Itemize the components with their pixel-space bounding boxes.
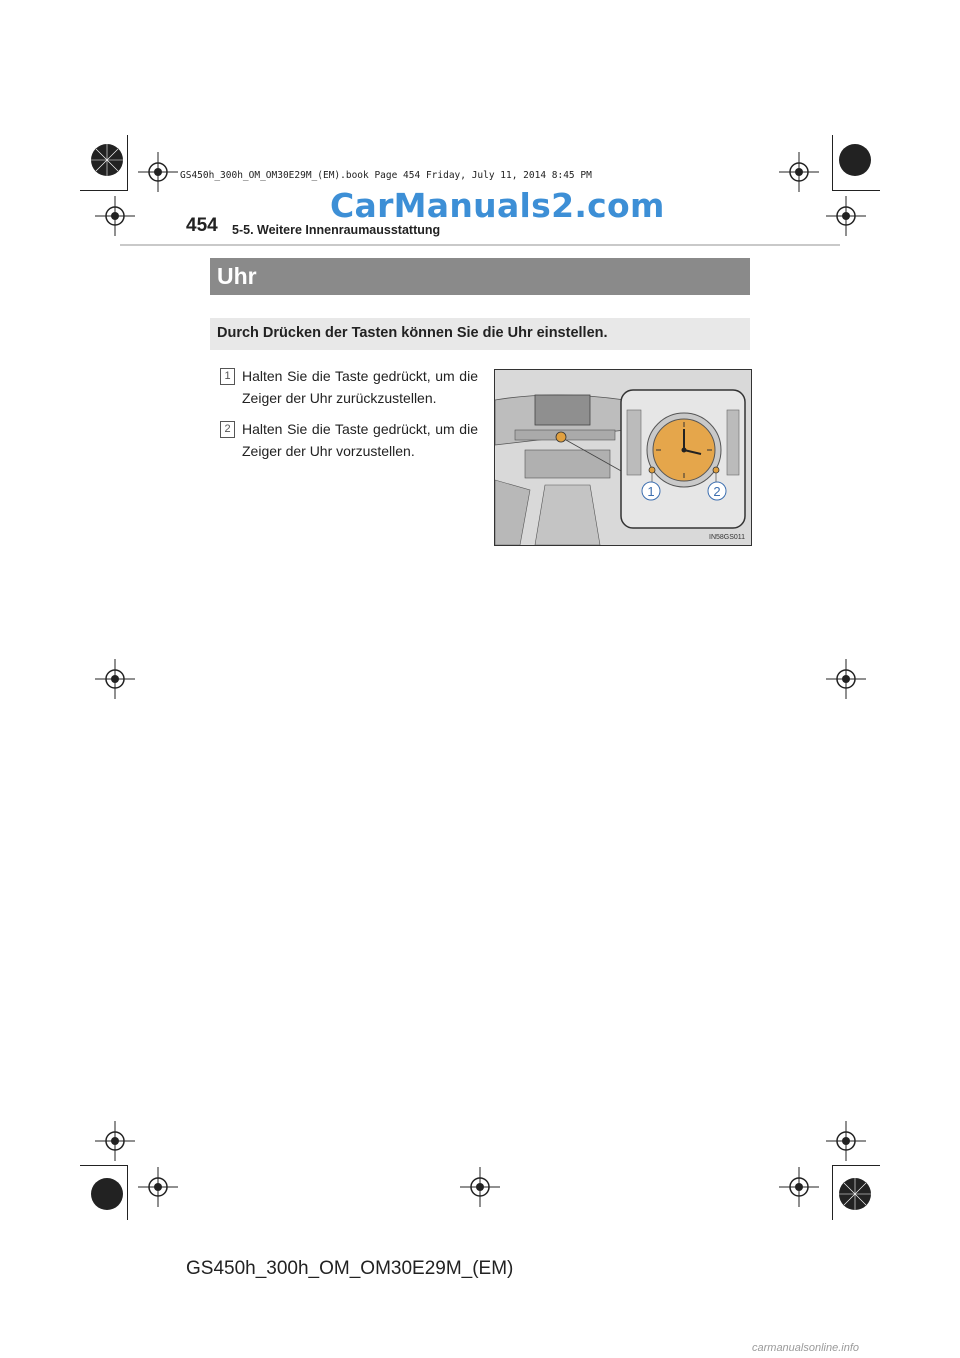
step-item-2 [220, 418, 478, 462]
registration-mark-top-left-solid [87, 140, 127, 180]
page-title: Uhr [217, 263, 257, 289]
clock-illustration [494, 369, 752, 546]
callout-1: 1 [647, 484, 655, 499]
crop-line [832, 1165, 880, 1166]
crosshair-mark [460, 1167, 500, 1207]
registration-mark-top-right-solid [835, 140, 875, 180]
dashboard-clock-drawing [495, 370, 751, 545]
title-bar [210, 258, 750, 295]
crop-line [80, 190, 128, 191]
crosshair-mark [826, 659, 866, 699]
registration-mark-bottom-left-solid [87, 1174, 127, 1214]
crosshair-mark [779, 1167, 819, 1207]
intro-text: Durch Drücken der Tasten können Sie die Uhr einstellen. [217, 325, 608, 341]
step-text: Halten Sie die Taste gedrückt, um die Zeiger der Uhr vorzustellen. [242, 421, 478, 459]
intro-bar [210, 318, 750, 350]
crosshair-mark [826, 1121, 866, 1161]
crop-line [127, 135, 128, 190]
illustration-code: IN58GS011 [709, 534, 746, 541]
crosshair-mark [95, 659, 135, 699]
crop-line [832, 1165, 833, 1220]
crosshair-mark [95, 196, 135, 236]
watermark-bottom: carmanualsonline.info [752, 1342, 860, 1354]
crosshair-mark [138, 152, 178, 192]
callout-2: 2 [713, 484, 721, 499]
footer-code: GS450h_300h_OM_OM30E29M_(EM) [186, 1258, 514, 1279]
section-heading: 5-5. Weitere Innenraumausstattung [232, 223, 441, 237]
crop-line [80, 1165, 128, 1166]
watermark-top: CarManuals2.com [330, 186, 665, 225]
page-number: 454 [186, 215, 218, 236]
registration-mark-bottom-right-solid [835, 1174, 875, 1214]
step-text: Halten Sie die Taste gedrückt, um die Zeiger der Uhr zurückzustellen. [242, 368, 478, 406]
header-rule [120, 244, 840, 246]
step-item-1 [220, 365, 478, 409]
crop-line [127, 1165, 128, 1220]
print-info: GS450h_300h_OM_OM30E29M_(EM).book Page 454 Friday, July 11, 2014 8:45 PM [180, 170, 592, 181]
crosshair-mark [826, 196, 866, 236]
step-number: 2 [220, 421, 235, 438]
crosshair-mark [95, 1121, 135, 1161]
crosshair-mark [138, 1167, 178, 1207]
crop-line [832, 135, 833, 190]
crop-line [832, 190, 880, 191]
crosshair-mark [779, 152, 819, 192]
step-number: 1 [220, 368, 235, 385]
